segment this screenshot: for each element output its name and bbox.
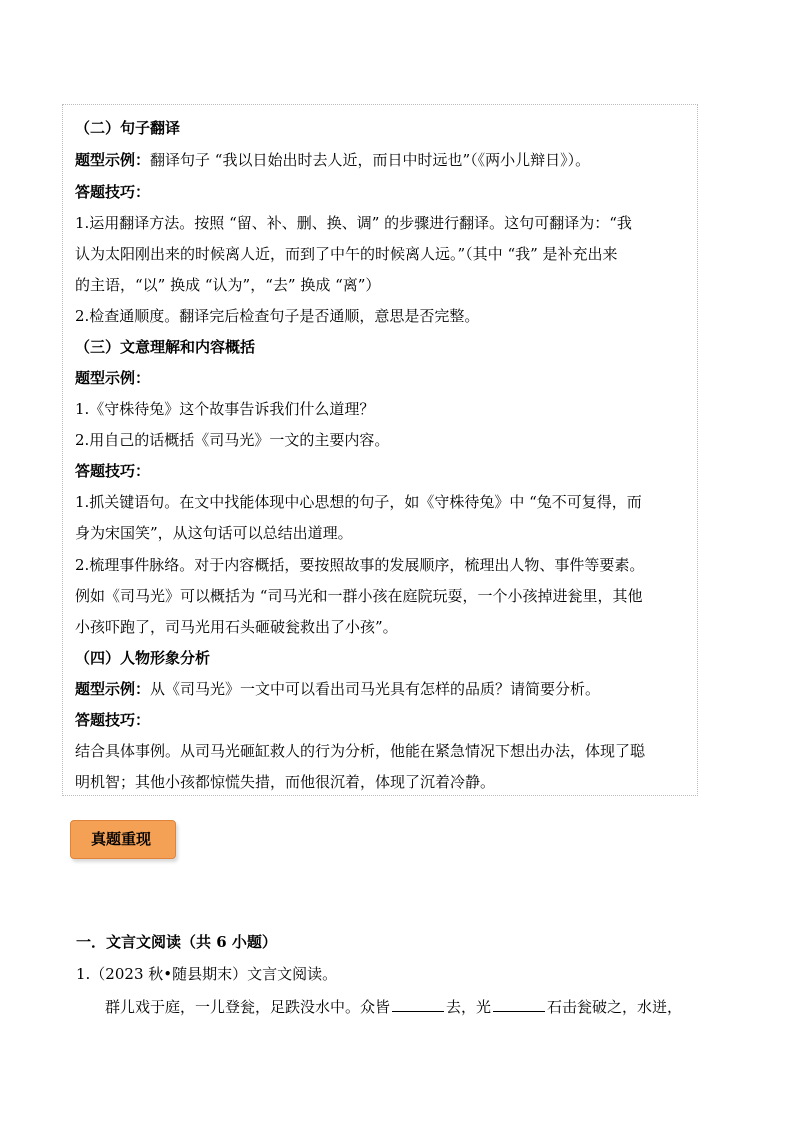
- section-heading-character: （四）人物形象分析: [75, 649, 211, 667]
- text-line: 例如《司马光》可以概括为 “司马光和一群小孩在庭院玩耍，一个小孩掉进瓮里，其他: [75, 587, 643, 605]
- text-line: 身为宋国笑”，从这句话可以总结出道理。: [75, 524, 353, 542]
- text-line: 2.梳理事件脉络。对于内容概括，要按照故事的发展顺序，梳理出人物、事件等要素。: [75, 556, 645, 574]
- blank-2[interactable]: [493, 996, 545, 1012]
- tips-label: 答题技巧：: [75, 711, 151, 729]
- example-line: 题型示例：从《司马光》一文中可以看出司马光具有怎样的品质？请简要分析。: [75, 680, 601, 698]
- text-line: 小孩吓跑了，司马光用石头砸破瓮救出了小孩”。: [75, 618, 398, 636]
- text-line: 2.用自己的话概括《司马光》一文的主要内容。: [75, 431, 390, 449]
- example-text: 从《司马光》一文中可以看出司马光具有怎样的品质？请简要分析。: [150, 680, 601, 698]
- passage-line: [105, 996, 682, 1017]
- blank-1[interactable]: [392, 996, 444, 1012]
- example-label: 题型示例：: [75, 369, 151, 387]
- text-line: 明机智；其他小孩都惊慌失措，而他很沉着，体现了沉着冷静。: [75, 773, 496, 791]
- passage-text: 群儿戏于庭，一儿登瓮，足跌没水中。众皆: [105, 998, 391, 1016]
- text-line: 结合具体事例。从司马光砸缸救人的行为分析，他能在紧急情况下想出办法，体现了聪: [75, 742, 646, 760]
- section-heading-translation: （二）句子翻译: [75, 119, 181, 137]
- text-line: 1.抓关键语句。在文中找能体现中心思想的句子，如《守株待兔》中 “兔不可复得，而: [75, 493, 642, 511]
- passage-text: 去，光: [446, 998, 492, 1016]
- text-line: 2.检查通顺度。翻译完后检查句子是否通顺，意思是否完整。: [75, 307, 480, 325]
- example-line: 题型示例：翻译句子 “我以日始出时去人近，而日中时远也”（《两小儿辩日》）。: [75, 151, 591, 169]
- example-text: 翻译句子 “我以日始出时去人近，而日中时远也”（《两小儿辩日》）。: [150, 151, 591, 169]
- tips-label: 答题技巧：: [75, 183, 151, 201]
- tips-label: 答题技巧：: [75, 462, 151, 480]
- text-line: 1.《守株待兔》这个故事告诉我们什么道理？: [75, 400, 375, 418]
- real-exam-button[interactable]: 真题重现: [70, 820, 176, 859]
- text-line: 的主语，“以” 换成 “认为”，“去” 换成 “离”）: [75, 276, 381, 294]
- question-intro: 1.（2023 秋•随县期末）文言文阅读。: [76, 965, 338, 983]
- text-line: 1.运用翻译方法。按照 “留、补、删、换、调” 的步骤进行翻译。这句可翻译为：“我: [75, 214, 632, 232]
- part-heading: 一．文言文阅读（共 6 小题）: [76, 933, 277, 951]
- section-heading-comprehension: （三）文意理解和内容概括: [75, 338, 256, 356]
- passage-text: 石击瓮破之，水迸，: [547, 998, 683, 1016]
- text-line: 认为太阳刚出来的时候离人近，而到了中午的时候离人远。”（其中 “我” 是补充出来: [75, 245, 618, 263]
